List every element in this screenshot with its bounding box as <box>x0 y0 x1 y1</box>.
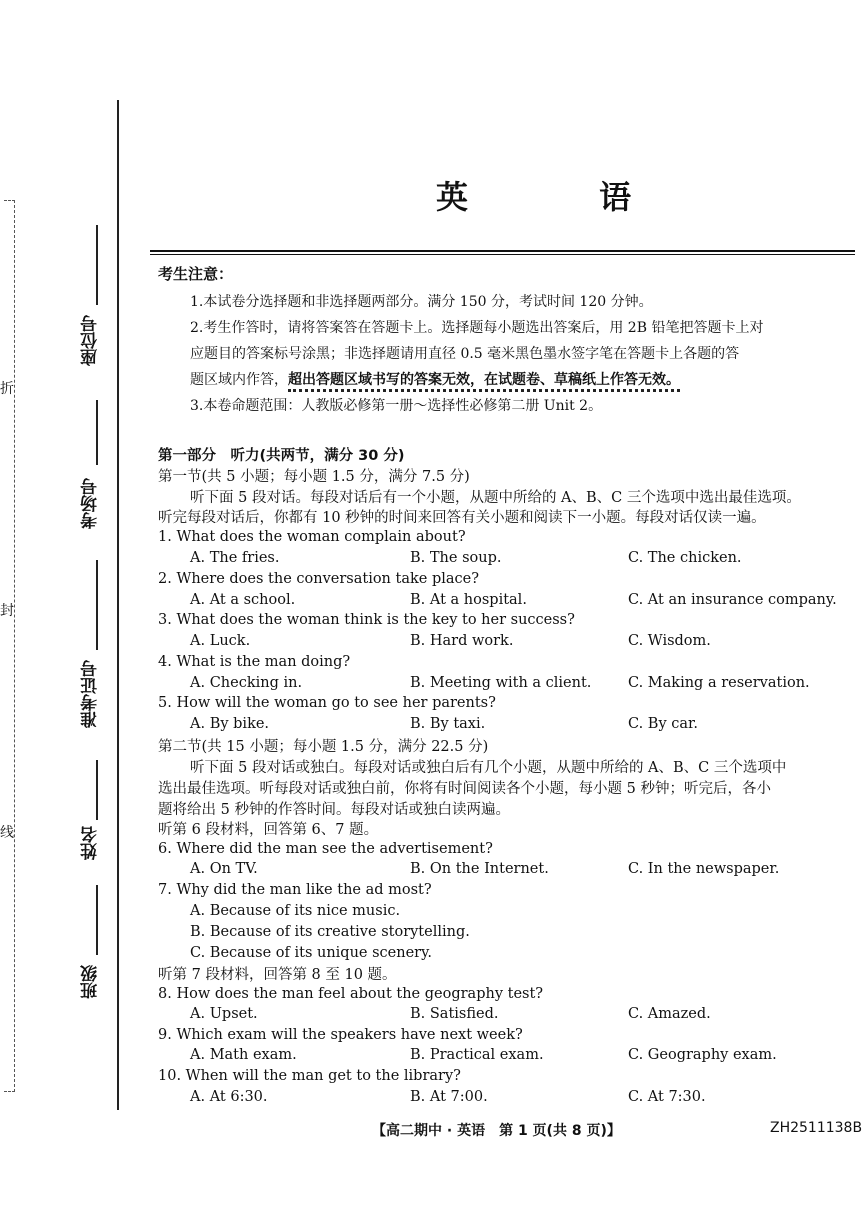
q4-option-c: C. Making a reservation. <box>628 675 810 691</box>
q5-option-c: C. By car. <box>628 716 698 732</box>
question-2: 2. Where does the conversation take place? <box>158 571 479 587</box>
section2-heading: 第二节(共 15 小题；每小题 1.5 分，满分 22.5 分) <box>158 739 489 755</box>
q8-option-a: A. Upset. <box>190 1006 258 1022</box>
name-label: 姓名 <box>81 826 101 860</box>
question-3: 3. What does the woman think is the key to her success? <box>158 612 575 628</box>
fold-mark-fold: 折 <box>0 381 14 397</box>
q3-option-c: C. Wisdom. <box>628 633 711 649</box>
section1-heading: 第一节(共 5 小题；每小题 1.5 分，满分 7.5 分) <box>158 469 470 485</box>
section1-instruction-2: 听完每段对话后，你都有 10 秒钟的时间来回答有关小题和阅读下一小题。每段对话仅读一遍。 <box>158 510 766 526</box>
section2-instruction-3: 题将给出 5 秒钟的作答时间。每段对话或独白读两遍。 <box>158 802 510 818</box>
q5-option-a: A. By bike. <box>190 716 270 732</box>
fold-mark-seal: 封 <box>0 603 14 619</box>
q3-option-a: A. Luck. <box>190 633 251 649</box>
room-number-line <box>96 400 98 465</box>
notes-heading: 考生注意： <box>158 265 234 283</box>
section2-instruction-1: 听下面 5 段对话或独白。每段对话或独白后有几个小题，从题中所给的 A、B、C 三个选项中 <box>190 760 787 776</box>
q10-option-b: B. At 7:00. <box>410 1089 488 1105</box>
class-line <box>96 885 98 955</box>
binding-dashed-border <box>4 200 15 1092</box>
note-emphasis: 超出答题区域书写的答案无效，在试题卷、草稿纸上作答无效。 <box>288 372 680 392</box>
page-title: 英 语 <box>436 178 692 216</box>
q2-option-a: A. At a school. <box>190 592 296 608</box>
q2-option-b: B. At a hospital. <box>410 592 527 608</box>
q1-option-c: C. The chicken. <box>628 550 742 566</box>
binding-vertical-rule <box>117 100 119 1110</box>
question-10: 10. When will the man get to the library? <box>158 1068 461 1084</box>
q4-option-a: A. Checking in. <box>190 675 303 691</box>
q1-option-a: A. The fries. <box>190 550 280 566</box>
q9-option-a: A. Math exam. <box>190 1047 297 1063</box>
class-label: 班级 <box>81 965 101 999</box>
paper-code: ZH2511138B <box>770 1120 863 1136</box>
q6-option-c: C. In the newspaper. <box>628 861 780 877</box>
q7-option-a: A. Because of its nice music. <box>190 903 401 919</box>
question-1: 1. What does the woman complain about? <box>158 529 466 545</box>
fold-mark-line: 线 <box>0 825 14 841</box>
note-item-3: 3.本卷命题范围：人教版必修第一册～选择性必修第二册 Unit 2。 <box>190 398 603 414</box>
q4-option-b: B. Meeting with a client. <box>410 675 592 691</box>
question-7: 7. Why did the man like the ad most? <box>158 882 432 898</box>
title-rule-thin <box>150 254 855 255</box>
question-6: 6. Where did the man see the advertisement? <box>158 841 493 857</box>
seat-number-line <box>96 225 98 305</box>
q6-option-b: B. On the Internet. <box>410 861 549 877</box>
ticket-number-line <box>96 560 98 650</box>
question-5: 5. How will the woman go to see her parents? <box>158 695 496 711</box>
material-6-heading: 听第 6 段材料，回答第 6、7 题。 <box>158 822 379 838</box>
q6-option-a: A. On TV. <box>190 861 258 877</box>
note-item-2-prefix: 题区域内作答， <box>190 372 288 388</box>
q9-option-b: B. Practical exam. <box>410 1047 544 1063</box>
q7-option-c: C. Because of its unique scenery. <box>190 945 432 961</box>
room-number-label: 考场号 <box>81 478 101 529</box>
page-footer: 【高二期中 · 英语 第 1 页(共 8 页)】 <box>372 1123 621 1139</box>
question-4: 4. What is the man doing? <box>158 654 351 670</box>
note-item-2-cont: 应题目的答案标号涂黑；非选择题请用直径 0.5 毫米黑色墨水签字笔在答题卡上各题的答 <box>190 346 740 362</box>
q10-option-a: A. At 6:30. <box>190 1089 268 1105</box>
note-item-1: 1.本试卷分选择题和非选择题两部分。满分 150 分，考试时间 120 分钟。 <box>190 294 653 310</box>
q9-option-c: C. Geography exam. <box>628 1047 777 1063</box>
note-item-2: 2.考生作答时，请将答案答在答题卡上。选择题每小题选出答案后，用 2B 铅笔把答题卡上对 <box>190 320 764 336</box>
question-8: 8. How does the man feel about the geography test? <box>158 986 544 1002</box>
q5-option-b: B. By taxi. <box>410 716 486 732</box>
part1-heading: 第一部分 听力(共两节，满分 30 分) <box>158 448 405 464</box>
question-9: 9. Which exam will the speakers have next week? <box>158 1027 523 1043</box>
q8-option-c: C. Amazed. <box>628 1006 711 1022</box>
title-rule <box>150 250 855 252</box>
q1-option-b: B. The soup. <box>410 550 502 566</box>
section2-instruction-2: 选出最佳选项。听每段对话或独白前，你将有时间阅读各个小题，每小题 5 秒钟；听完后，各小 <box>158 781 771 797</box>
q7-option-b: B. Because of its creative storytelling. <box>190 924 470 940</box>
seat-number-label: 座位号 <box>81 315 101 366</box>
q10-option-c: C. At 7:30. <box>628 1089 706 1105</box>
name-line <box>96 760 98 820</box>
ticket-number-label: 准考证号 <box>81 660 101 728</box>
q3-option-b: B. Hard work. <box>410 633 514 649</box>
section1-instruction-1: 听下面 5 段对话。每段对话后有一个小题，从题中所给的 A、B、C 三个选项中选出最佳选项。 <box>190 490 801 506</box>
q2-option-c: C. At an insurance company. <box>628 592 837 608</box>
note-item-2-end <box>190 370 680 390</box>
material-7-heading: 听第 7 段材料，回答第 8 至 10 题。 <box>158 967 397 983</box>
q8-option-b: B. Satisfied. <box>410 1006 499 1022</box>
